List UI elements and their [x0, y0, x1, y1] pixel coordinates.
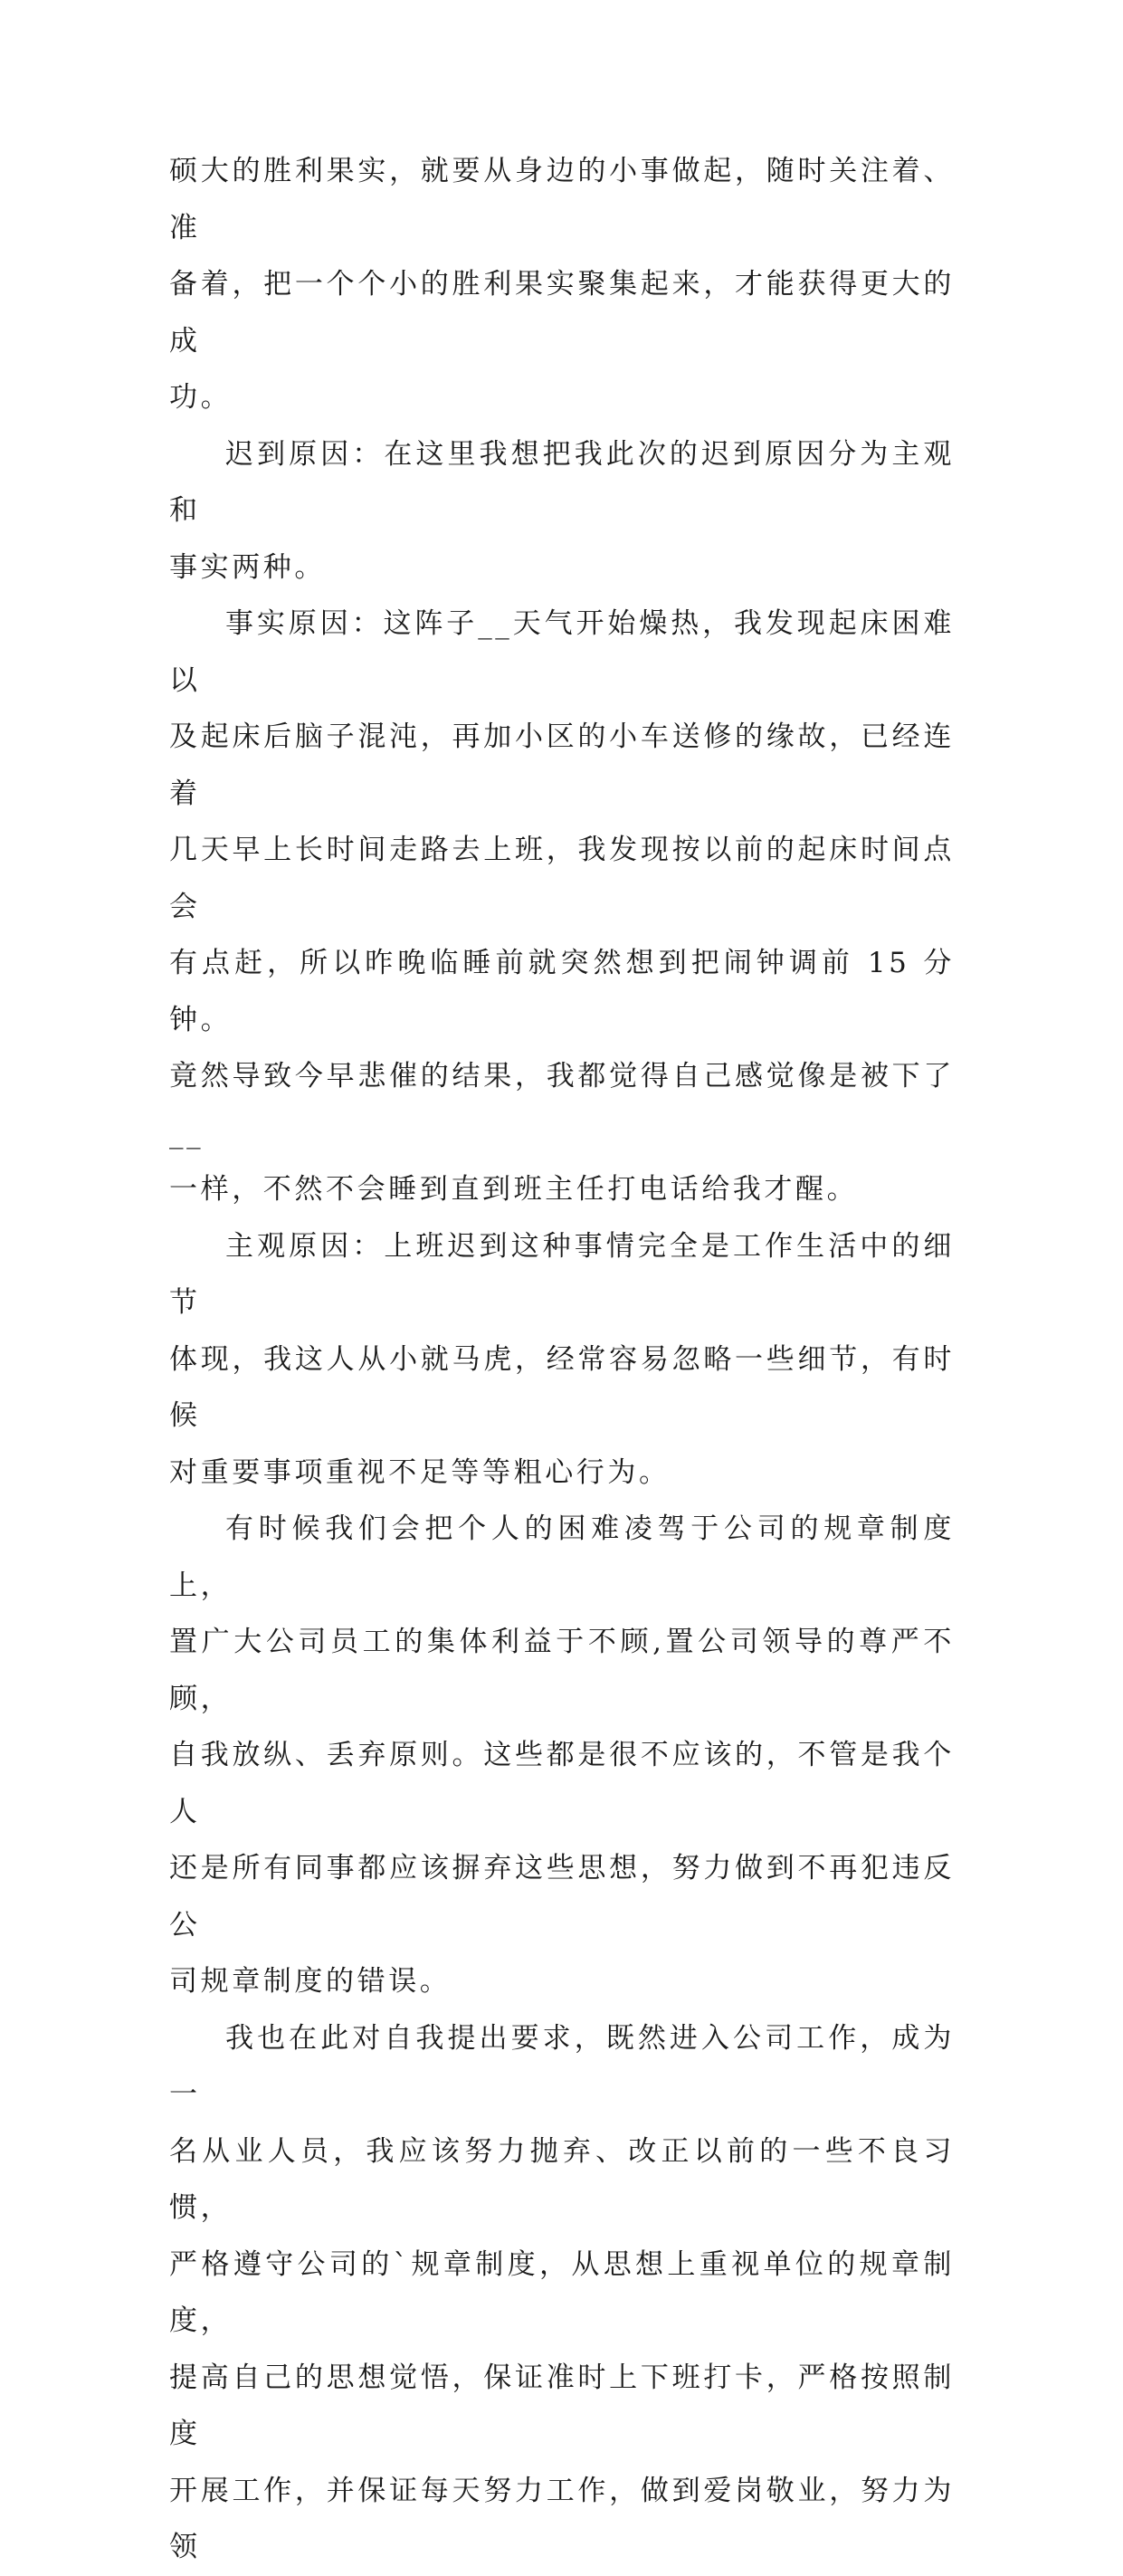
document-body [169, 143, 955, 2576]
paragraph: 我也在此对自我提出要求，既然进入公司工作，成为一 名从业人员，我应该努力抛弃、改正以前的一些不良习惯， 严格遵守公司的`规章制度，从思想上重视单位的规章制度， 提高自己的思想觉悟，保证准时上下班打卡，严格按照制度 开展工作，并保证每天努力工作，做到爱岗敬业，努力为领 [169, 2021, 955, 2563]
paragraph: 迟到原因：在这里我想把我此次的迟到原因分为主观和 事实两种。 [169, 437, 955, 584]
paragraph: 事实原因：这阵子__天气开始燥热，我发现起床困难以 及起床后脑子混沌，再加小区的小车送修的缘故，已经连着 几天早上长时间走路去上班，我发现按以前的起床时间点会 有点赶，所以昨晚临睡前就突然想到把闹钟调前 15 分钟。 竟然导致今早悲催的结果，我都觉得自己感觉像是被下了__ 一样，不然不会睡到直到班主任打电话给我才醒。 [169, 607, 955, 1206]
paragraph: 主观原因：上班迟到这种事情完全是工作生活中的细节 体现，我这人从小就马虎，经常容易忽略一些细节，有时候 对重要事项重视不足等等粗心行为。 [169, 1229, 955, 1489]
paragraph: 有时候我们会把个人的困难凌驾于公司的规章制度上， 置广大公司员工的集体利益于不顾,置公司领导的尊严不顾， 自我放纵、丢弃原则。这些都是很不应该的，不管是我个人 还是所有同事都应该摒弃这些思想，努力做到不再犯违反公 司规章制度的错误。 [169, 1512, 955, 1998]
paragraph: 硕大的胜利果实，就要从身边的小事做起，随时关注着、准 备着，把一个个小的胜利果实聚集起来，才能获得更大的成 功。 [169, 155, 955, 414]
